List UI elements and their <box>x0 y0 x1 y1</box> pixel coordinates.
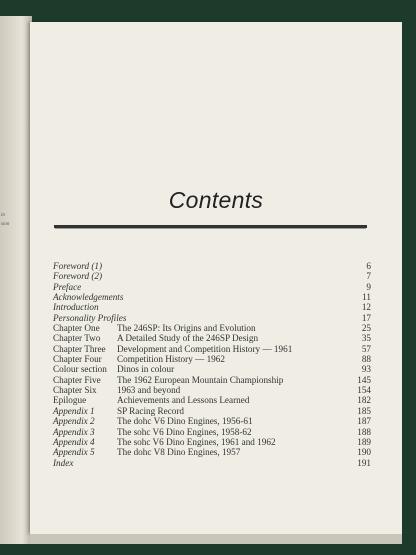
toc-entry-page: 189 <box>357 436 371 447</box>
toc-entry-page: 17 <box>361 312 371 323</box>
toc-entry <box>53 437 371 447</box>
toc-entry-title: Dinos in colour <box>117 364 175 375</box>
toc-entry-label: Chapter Six <box>53 385 97 396</box>
toc-entry-page: 182 <box>357 395 371 406</box>
toc-entry-page: 12 <box>361 302 371 313</box>
title-rule <box>54 225 367 228</box>
toc-entry <box>53 302 371 312</box>
toc-entry <box>53 354 371 364</box>
toc-entry-page: 188 <box>357 426 371 437</box>
toc-entry <box>53 333 371 343</box>
toc-entry-page: 88 <box>361 354 371 365</box>
toc-entry-label: Colour section <box>53 364 107 375</box>
toc-entry <box>53 416 371 426</box>
toc-entry-label: Foreword (1) <box>53 261 103 271</box>
toc-entry-page: 93 <box>361 364 371 375</box>
toc-entry-page: 154 <box>357 385 371 396</box>
toc-entry <box>53 313 371 323</box>
toc-entry-label: Appendix 3 <box>53 426 95 437</box>
toc-entry-title: The dohc V8 Dino Engines, 1957 <box>117 447 241 458</box>
toc-entry-page: 185 <box>357 405 371 416</box>
toc-entry-title: The sohc V6 Dino Engines, 1958-62 <box>117 426 252 437</box>
toc-entry <box>53 282 371 292</box>
toc-entry-page: 191 <box>357 457 371 468</box>
toc-entry <box>53 323 371 333</box>
toc-entry-title: The 246SP: Its Origins and Evolution <box>117 323 256 334</box>
toc-entry-label: Acknowledgements <box>53 292 124 303</box>
book-page <box>30 22 402 534</box>
toc-entry-label: Index <box>53 457 74 468</box>
toc-entry <box>53 385 371 395</box>
table-of-contents <box>53 261 371 468</box>
toc-entry-label: Appendix 5 <box>53 447 95 458</box>
toc-entry-title: Competition History — 1962 <box>117 354 225 365</box>
toc-entry <box>53 261 371 271</box>
edge-fragment: sion <box>1 222 10 227</box>
toc-entry-title: Development and Competition History — 1961 <box>117 343 293 354</box>
toc-entry-title: The dohc V6 Dino Engines, 1956-61 <box>117 416 253 427</box>
toc-entry-page: 6 <box>366 261 371 271</box>
toc-entry-label: Chapter Two <box>53 333 101 344</box>
toc-entry-label: Chapter Five <box>53 374 101 385</box>
toc-entry <box>53 395 371 405</box>
toc-entry-label: Appendix 2 <box>53 416 95 427</box>
toc-entry-label: Personality Profiles <box>53 312 127 323</box>
heading-container <box>30 187 402 214</box>
toc-entry-page: 7 <box>366 271 371 282</box>
toc-entry <box>53 292 371 302</box>
toc-entry-label: Preface <box>53 281 82 292</box>
toc-entry-label: Introduction <box>53 302 99 313</box>
toc-entry-label: Chapter One <box>53 323 100 334</box>
page-bottom-edge <box>30 534 402 544</box>
page-title: Contents <box>168 187 264 213</box>
toc-entry-page: 11 <box>362 292 371 303</box>
toc-entry <box>53 344 371 354</box>
toc-entry-label: Chapter Four <box>53 354 102 365</box>
toc-entry-page: 145 <box>357 374 371 385</box>
toc-entry <box>53 447 371 457</box>
toc-entry <box>53 271 371 281</box>
toc-entry-title: The sohc V6 Dino Engines, 1961 and 1962 <box>117 436 276 447</box>
toc-entry <box>53 364 371 374</box>
toc-entry-title: SP Racing Record <box>117 405 185 416</box>
toc-entry <box>53 458 371 468</box>
toc-entry-page: 25 <box>361 323 371 334</box>
toc-entry-title: Achievements and Lessons Learned <box>117 395 250 406</box>
toc-entry <box>53 375 371 385</box>
toc-entry-page: 57 <box>361 343 371 354</box>
toc-entry-label: Foreword (2) <box>53 271 103 282</box>
edge-fragment: in <box>1 213 5 218</box>
toc-entry <box>53 427 371 437</box>
adjacent-page-edge <box>0 16 32 544</box>
toc-entry-title: 1963 and beyond <box>117 385 181 396</box>
toc-entry-label: Appendix 1 <box>53 405 95 416</box>
toc-entry-page: 9 <box>366 281 371 292</box>
toc-entry-label: Epilogue <box>53 395 87 406</box>
toc-entry-label: Appendix 4 <box>53 436 95 447</box>
toc-entry-title: A Detailed Study of the 246SP Design <box>117 333 259 344</box>
toc-entry-title: The 1962 European Mountain Championship <box>117 374 284 385</box>
toc-entry-page: 187 <box>357 416 371 427</box>
toc-entry <box>53 406 371 416</box>
toc-entry-page: 35 <box>361 333 371 344</box>
toc-entry-page: 190 <box>357 447 371 458</box>
toc-entry-label: Chapter Three <box>53 343 106 354</box>
